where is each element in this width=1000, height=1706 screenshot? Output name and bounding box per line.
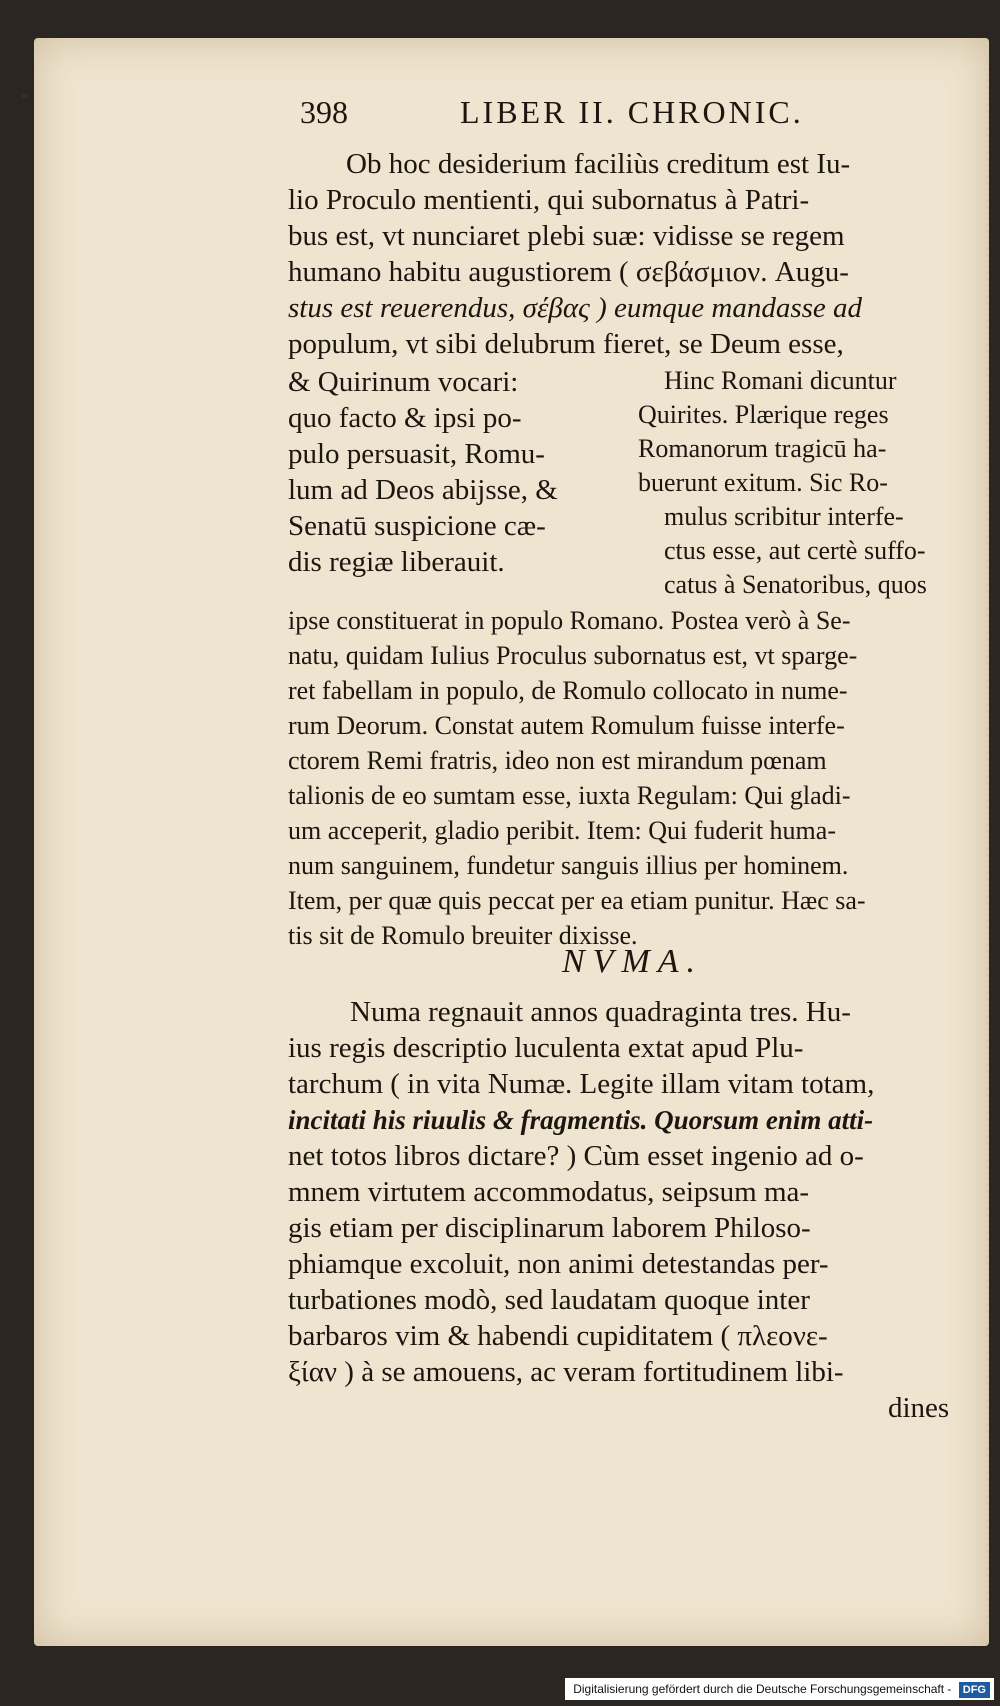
text-line: rum Deorum. Constat autem Romulum fuisse interfe- bbox=[288, 711, 845, 740]
text-line: num sanguinem, fundetur sanguis illius per hominem. bbox=[288, 851, 849, 880]
column-line: lum ad Deos abijsse, & bbox=[288, 474, 558, 506]
text-line: net totos libros dictare? ) Cùm esset ingenio ad o- bbox=[288, 1140, 864, 1172]
text-line: humano habitu augustiorem ( σεβάσμιον. Augu- bbox=[288, 256, 849, 288]
column-line: pulo persuasit, Romu- bbox=[288, 438, 545, 470]
text-line: tarchum ( in vita Numæ. Legite illam vitam totam, bbox=[288, 1068, 875, 1100]
text-line: ctorem Remi fratris, ideo non est mirandum pœnam bbox=[288, 746, 827, 775]
ink-speck bbox=[22, 94, 28, 98]
column-line: dis regiæ liberauit. bbox=[288, 546, 505, 578]
footer-text: Digitalisierung gefördert durch die Deutsche Forschungsgemeinschaft - bbox=[573, 1682, 952, 1696]
text-line: ius regis descriptio luculenta extat apud Plu- bbox=[288, 1032, 804, 1064]
text-line: turbationes modò, sed laudatam quoque inter bbox=[288, 1284, 810, 1316]
column-line: quo facto & ipsi po- bbox=[288, 402, 522, 434]
text-line: Numa regnauit annos quadraginta tres. Hu- bbox=[350, 996, 851, 1028]
digitization-footer bbox=[565, 1678, 994, 1700]
text-line: lio Proculo mentienti, qui subornatus à Patri- bbox=[288, 184, 810, 216]
column-line: Quirites. Plærique reges bbox=[638, 400, 889, 429]
column-line: Senatū suspicione cæ- bbox=[288, 510, 546, 542]
section-heading: NVMA. bbox=[562, 943, 704, 980]
column-line: ctus esse, aut certè suffo- bbox=[664, 536, 926, 565]
text-line: ipse constituerat in populo Romano. Postea verò à Se- bbox=[288, 606, 851, 635]
text-line: populum, vt sibi delubrum fieret, se Deum esse, bbox=[288, 328, 844, 360]
text-line: tis sit de Romulo breuiter dixisse. bbox=[288, 921, 638, 950]
text-line: stus est reuerendus, σέβας ) eumque mandasse ad bbox=[288, 292, 863, 324]
text-line: barbaros vim & habendi cupiditatem ( πλεονε- bbox=[288, 1320, 828, 1352]
text-line: bus est, vt nunciaret plebi suæ: vidisse se regem bbox=[288, 220, 845, 252]
column-line: buerunt exitum. Sic Ro- bbox=[638, 468, 888, 497]
text-line: ξίαν ) à se amouens, ac veram fortitudinem libi- bbox=[288, 1356, 844, 1388]
page-header bbox=[300, 94, 840, 134]
column-line: Hinc Romani dicuntur bbox=[664, 366, 897, 395]
text-line: ret fabellam in populo, de Romulo collocato in nume- bbox=[288, 676, 848, 705]
text-line: um acceperit, gladio peribit. Item: Qui fuderit huma- bbox=[288, 816, 836, 845]
text-line: mnem virtutem accommodatus, seipsum ma- bbox=[288, 1176, 810, 1208]
dfg-logo: DFG bbox=[959, 1682, 990, 1698]
text-line: talionis de eo sumtam esse, iuxta Regulam: Qui gladi- bbox=[288, 781, 851, 810]
text-line: incitati his riuulis & fragmentis. Quorsum enim atti- bbox=[288, 1105, 874, 1135]
text-line: phiamque excoluit, non animi detestandas per- bbox=[288, 1248, 829, 1280]
text-line: Ob hoc desiderium faciliùs creditum est Iu- bbox=[346, 148, 851, 180]
column-line: & Quirinum vocari: bbox=[288, 366, 519, 398]
text-line: natu, quidam Iulius Proculus subornatus est, vt sparge- bbox=[288, 641, 858, 670]
catchword: dines bbox=[888, 1392, 950, 1424]
text-line: Item, per quæ quis peccat per ea etiam punitur. Hæc sa- bbox=[288, 886, 866, 915]
column-line: catus à Senatoribus, quos bbox=[664, 570, 927, 599]
text-line: gis etiam per disciplinarum laborem Philoso- bbox=[288, 1212, 811, 1244]
running-title: LIBER II. CHRONIC. bbox=[460, 94, 804, 130]
column-line: Romanorum tragicū ha- bbox=[638, 434, 887, 463]
column-line: mulus scribitur interfe- bbox=[664, 502, 904, 531]
page-number: 398 bbox=[300, 94, 348, 130]
